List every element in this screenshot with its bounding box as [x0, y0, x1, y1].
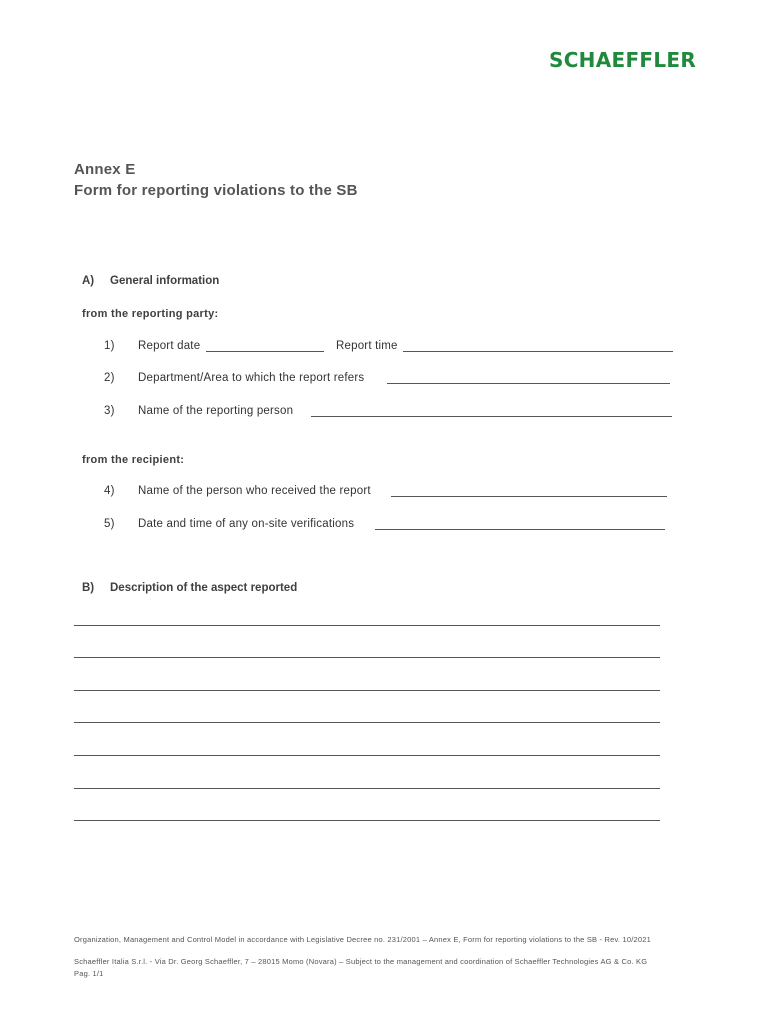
description-line[interactable] — [74, 625, 660, 626]
section-a-letter: A) — [82, 275, 95, 287]
department-field[interactable] — [387, 383, 670, 384]
report-date-field[interactable] — [206, 351, 324, 352]
schaeffler-logo: SCHAEFFLER — [549, 48, 697, 72]
reporting-party-label: from the reporting party: — [82, 308, 219, 320]
page-number: Pag. 1/1 — [74, 969, 104, 978]
section-b-heading — [82, 582, 297, 594]
description-line[interactable] — [74, 755, 660, 756]
description-line[interactable] — [74, 657, 660, 658]
report-time-field[interactable] — [403, 351, 673, 352]
report-time-label: Report time — [336, 340, 398, 352]
description-line[interactable] — [74, 722, 660, 723]
footer-model-line: Organization, Management and Control Model in accordance with Legislative Decree no. 231/2001 – Annex E, Form for reporting violations to the SB - Rev. 10/2021 — [74, 935, 651, 944]
item-3-number: 3) — [104, 405, 115, 417]
section-b-letter: B) — [82, 582, 95, 594]
verification-date-label: Date and time of any on-site verifications — [138, 518, 355, 530]
reporting-person-label: Name of the reporting person — [138, 405, 294, 417]
item-1-number: 1) — [104, 340, 115, 352]
description-line[interactable] — [74, 690, 660, 691]
description-line[interactable] — [74, 820, 660, 821]
section-a-heading — [82, 275, 219, 287]
report-date-label: Report date — [138, 340, 201, 352]
form-title: Form for reporting violations to the SB — [74, 182, 358, 199]
verification-date-field[interactable] — [375, 529, 665, 530]
recipient-label: from the recipient: — [82, 454, 185, 466]
description-line[interactable] — [74, 788, 660, 789]
section-b-title: Description of the aspect reported — [110, 582, 298, 594]
item-2-number: 2) — [104, 372, 115, 384]
item-4-number: 4) — [104, 485, 115, 497]
receiver-name-label: Name of the person who received the report — [138, 485, 371, 497]
department-label: Department/Area to which the report refers — [138, 372, 365, 384]
item-5-number: 5) — [104, 518, 115, 530]
annex-title: Annex E — [74, 161, 136, 178]
reporting-person-field[interactable] — [311, 416, 672, 417]
receiver-name-field[interactable] — [391, 496, 667, 497]
section-a-title: General information — [110, 275, 220, 287]
footer-company-line: Schaeffler Italia S.r.l. - Via Dr. Georg Schaeffler, 7 – 28015 Momo (Novara) – Subject to the management and coordination of Schaeffler Technologies AG & Co. KG — [74, 957, 648, 966]
